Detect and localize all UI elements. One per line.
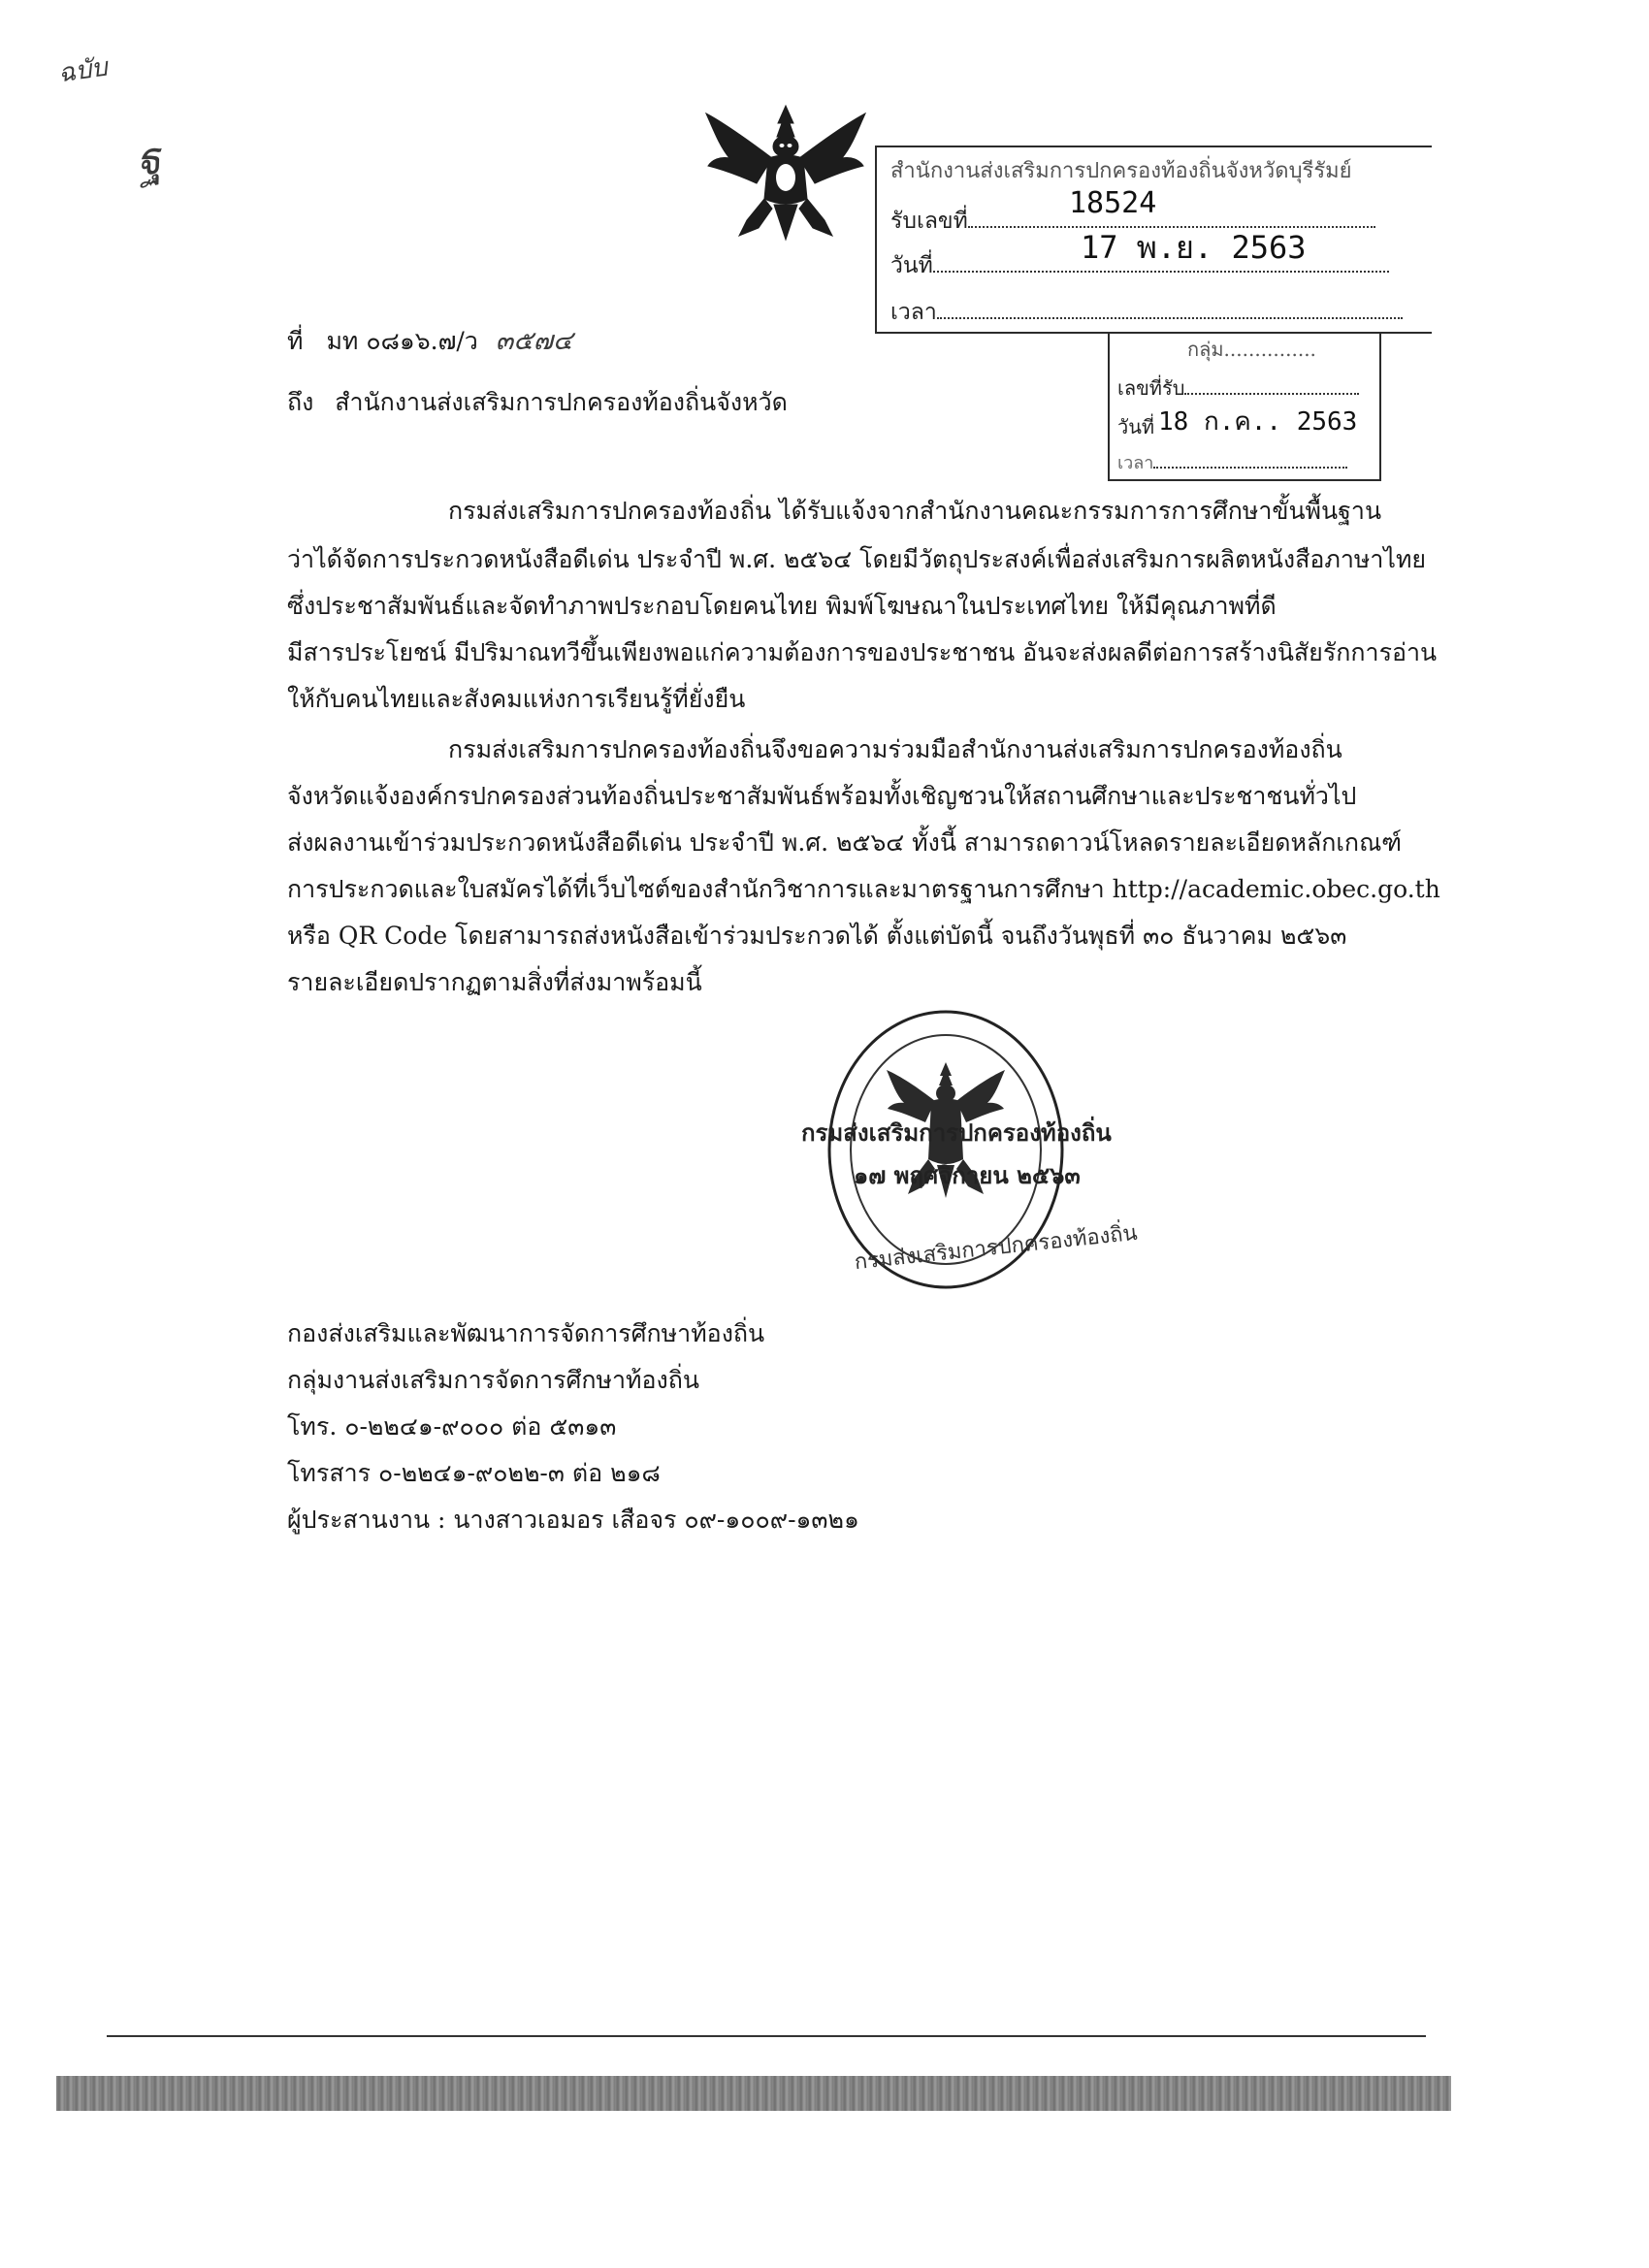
reception-stamp-date-value: 17 พ.ย. 2563 — [1081, 229, 1307, 266]
reception-stamp-date-label: วันที่ — [890, 253, 933, 278]
group-stamp-date-label: วันที่ — [1117, 415, 1155, 438]
reference-line — [287, 328, 572, 354]
reference-handwritten-number: ๓๕๗๔ — [495, 326, 573, 356]
paragraph-2-line-6: รายละเอียดปรากฏตามสิ่งที่ส่งมาพร้อมนี้ — [287, 968, 702, 996]
paragraph-1-line-1: กรมส่งเสริมการปกครองท้องถิ่น ได้รับแจ้งจากสำนักงานคณะกรรมการการศึกษาขั้นพื้นฐาน — [448, 497, 1382, 525]
reception-stamp-time-dots — [937, 317, 1403, 319]
group-stamp-time-dots — [1153, 467, 1347, 469]
group-stamp-time-label: เวลา — [1117, 453, 1154, 473]
contact-fax: โทรสาร ๐-๒๒๔๑-๙๐๒๒-๓ ต่อ ๒๑๘ — [287, 1459, 661, 1487]
paragraph-2-line-5: หรือ QR Code โดยสามารถส่งหนังสือเข้าร่วมประกวดได้ ตั้งแต่บัดนี้ จนถึงวันพุธที่ ๓๐ ธันวาคม ๒๕๖๓ — [287, 922, 1347, 950]
paragraph-2-line-3: ส่งผลงานเข้าร่วมประกวดหนังสือดีเด่น ประจำปี พ.ศ. ๒๕๖๔ ทั้งนี้ สามารถดาวน์โหลดรายละเอียดหลักเกณฑ์ — [287, 828, 1403, 857]
addressee-label: ถึง — [287, 388, 314, 416]
handwritten-side-mark: ฐ — [130, 130, 166, 188]
seal-agency-text: กรมส่งเสริมการปกครองท้องถิ่น — [801, 1118, 1112, 1147]
paragraph-2-line-1: กรมส่งเสริมการปกครองท้องถิ่นจึงขอความร่วมมือสำนักงานส่งเสริมการปกครองท้องถิ่น — [448, 735, 1342, 763]
contact-phone: โทร. ๐-๒๒๔๑-๙๐๐๐ ต่อ ๕๓๑๓ — [287, 1412, 617, 1441]
group-stamp-group: กลุ่ม............... — [1187, 338, 1316, 361]
group-stamp-receipt-label: เลขที่รับ — [1117, 376, 1185, 400]
group-stamp-date-row — [1117, 411, 1154, 442]
reception-stamp-time-label: เวลา — [890, 300, 937, 325]
addressee-value: สำนักงานส่งเสริมการปกครองท้องถิ่นจังหวัด — [335, 388, 788, 416]
scan-shadow-bar — [56, 2076, 1451, 2111]
contact-coordinator: ผู้ประสานงาน : นางสาวเอมอร เสือจร ๐๙-๑๐๐๙-๑๓๒๑ — [287, 1506, 859, 1534]
paragraph-2-line-4: การประกวดและใบสมัครได้ที่เว็บไซต์ของสำนักวิชาการและมาตรฐานการศึกษา http://academic.obec.go.th — [287, 875, 1440, 903]
seal-ring-text: กรมส่งเสริมการปกครองท้องถิ่น — [853, 1220, 1139, 1276]
group-stamp — [1108, 332, 1381, 481]
group-stamp-receipt-dots — [1184, 393, 1359, 395]
seal-date-text: ๑๗ พฤศจิกายน ๒๕๖๓ — [854, 1161, 1081, 1189]
paragraph-1-line-3: ซึ่งประชาสัมพันธ์และจัดทำภาพประกอบโดยคนไทย พิมพ์โฆษณาในประเทศไทย ให้มีคุณภาพที่ดี — [287, 592, 1277, 620]
reference-number: มท ๐๘๑๖.๗/ว — [326, 327, 478, 355]
reception-stamp-receipt-label: รับเลขที่ — [890, 209, 968, 234]
reception-stamp-agency: สำนักงานส่งเสริมการปกครองท้องถิ่นจังหวัดบุรีรัมย์ — [890, 159, 1352, 183]
reception-stamp-time-row — [890, 295, 1403, 330]
paragraph-1-line-2: ว่าได้จัดการประกวดหนังสือดีเด่น ประจำปี พ.ศ. ๒๕๖๔ โดยมีวัตถุประสงค์เพื่อส่งเสริมการผลิตหนังสือภาษาไทย — [287, 545, 1427, 573]
reception-stamp — [875, 146, 1432, 334]
contact-division: กองส่งเสริมและพัฒนาการจัดการศึกษาท้องถิ่น — [287, 1319, 765, 1347]
handwritten-page-mark: ฉบับ — [56, 52, 110, 89]
group-stamp-date-value: 18 ก.ค.. 2563 — [1158, 407, 1358, 437]
reception-stamp-receipt-value: 18524 — [1069, 186, 1157, 220]
paragraph-2-line-2: จังหวัดแจ้งองค์กรปกครองส่วนท้องถิ่นประชาสัมพันธ์พร้อมทั้งเชิญชวนให้สถานศึกษาและประชาชนทั่วไป — [287, 782, 1357, 810]
paragraph-1-line-5: ให้กับคนไทยและสังคมแห่งการเรียนรู้ที่ยั่งยืน — [287, 685, 746, 713]
page-bottom-rule — [107, 2035, 1426, 2037]
addressee-line — [287, 390, 788, 414]
reference-label: ที่ — [287, 327, 304, 355]
garuda-emblem — [700, 102, 871, 243]
group-stamp-receipt-row — [1117, 373, 1359, 404]
paragraph-1-line-4: มีสารประโยชน์ มีปริมาณทวีขึ้นเพียงพอแก่ความต้องการของประชาชน อันจะส่งผลดีต่อการสร้างนิสัยรักการอ่าน — [287, 638, 1438, 666]
contact-group: กลุ่มงานส่งเสริมการจัดการศึกษาท้องถิ่น — [287, 1366, 699, 1394]
group-stamp-time-row — [1117, 448, 1347, 476]
